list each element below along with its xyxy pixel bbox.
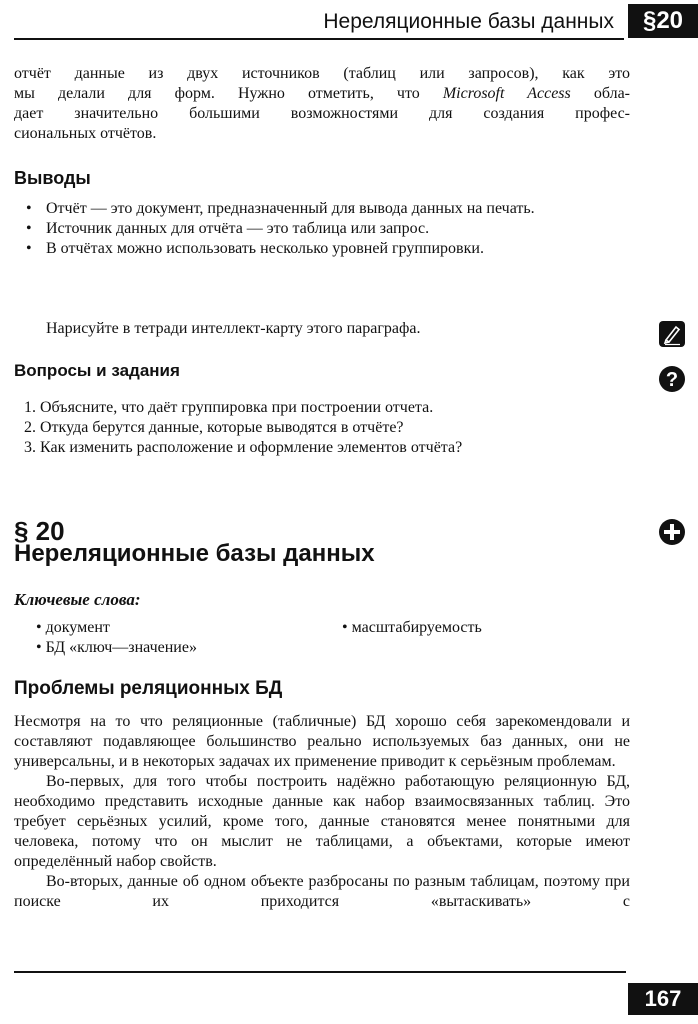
pencil-icon	[658, 320, 686, 348]
mind-map-task: Нарисуйте в тетради интеллект-карту этого параграфа.	[46, 320, 421, 337]
software-name: Microsoft Access	[442, 85, 571, 102]
problems-text	[14, 712, 630, 912]
problems-heading: Проблемы реляционных БД	[14, 678, 283, 699]
question-item: 3. Как изменить расположение и оформление элементов отчёта?	[24, 439, 463, 456]
header-rule	[14, 38, 624, 40]
intro-paragraph	[14, 64, 630, 144]
intro-line	[14, 84, 630, 104]
question-icon	[658, 365, 686, 393]
section-badge: §20	[628, 4, 698, 38]
keyword-item: • масштабируемость	[342, 618, 482, 638]
intro-text: мы делали для форм. Нужно отметить, что	[14, 85, 443, 102]
paragraph-number: § 20	[14, 516, 65, 546]
keyword-item: • БД «ключ—значение»	[36, 638, 197, 658]
keywords-label: Ключевые слова:	[14, 590, 141, 609]
conclusions-heading: Выводы	[14, 168, 91, 188]
question-item: 2. Откуда берутся данные, которые выводятся в отчёте?	[24, 419, 404, 436]
intro-line: отчёт данные из двух источников (таблиц или запросов), как это	[14, 65, 630, 82]
question-item: 1. Объясните, что даёт группировка при построении отчета.	[24, 399, 434, 416]
intro-line: дает значительно большими возможностями для создания профес-	[14, 105, 630, 122]
paragraph-title: Нереляционные базы данных	[14, 540, 375, 567]
questions-heading: Вопросы и задания	[14, 361, 180, 380]
intro-line: сиональных отчётов.	[14, 125, 157, 142]
list-item: • Источник данных для отчёта — это таблица или запрос.	[24, 219, 630, 239]
intro-text: обла-	[570, 85, 630, 102]
page-header	[0, 0, 698, 44]
body-paragraph: Несмотря на то что реляционные (табличные) БД хорошо себя зарекомендовали и составляют подавляющее большинство реально используемых баз данных, они не универсальны, и в некоторых задачах их применение приводит к серьёзным проблемам.	[14, 713, 630, 770]
svg-text:?: ?	[665, 369, 679, 391]
plus-icon	[658, 518, 686, 546]
footer-rule	[14, 971, 626, 973]
list-item: • Отчёт — это документ, предназначенный для вывода данных на печать.	[24, 199, 630, 219]
questions-list	[24, 398, 644, 458]
running-title: Нереляционные базы данных	[323, 10, 614, 33]
body-paragraph: Во-вторых, данные об одном объекте разбросаны по разным таблицам, поэтому при поиске их приходится «вытаскивать» с	[14, 873, 630, 910]
body-paragraph: Во-первых, для того чтобы построить надёжно работающую реляционную БД, необходимо представить исходные данные как набор взаимосвязанных таблиц. Это требует серьёзных усилий, кроме того, данные становятся менее понятными для человека, потому что он мыслит не таблицами, а объектами, которые имеют определённый набор свойств.	[14, 773, 630, 870]
conclusions-list	[24, 199, 630, 259]
list-item: • В отчётах можно использовать несколько уровней группировки.	[24, 239, 630, 259]
page-number: 167	[628, 983, 698, 1015]
keyword-item: • документ	[36, 618, 110, 638]
